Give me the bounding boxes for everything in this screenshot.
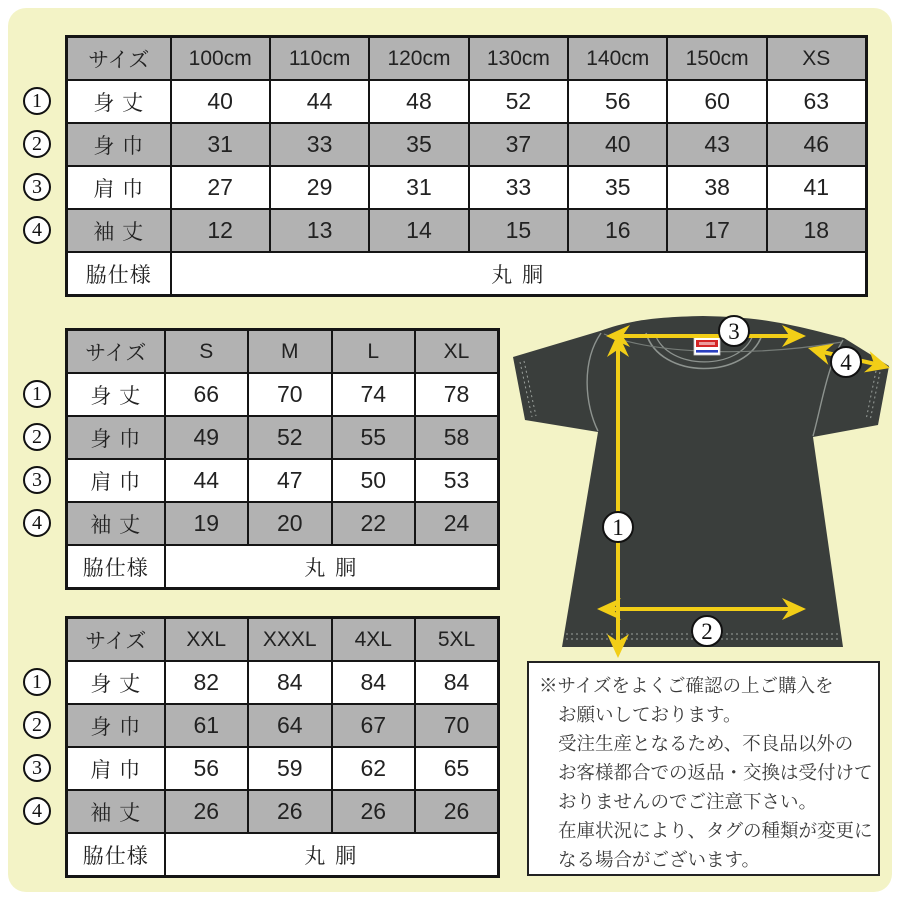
row-label-cell: 身 巾 — [67, 704, 165, 747]
value-cell: 59 — [248, 747, 332, 790]
column-header-cell: 4XL — [332, 618, 416, 662]
column-header-cell: XS — [767, 37, 866, 81]
footer-value-cell: 丸 胴 — [165, 545, 499, 589]
column-header-cell: 130cm — [469, 37, 568, 81]
svg-text:3: 3 — [728, 319, 740, 344]
row-label-cell: 袖 丈 — [67, 502, 165, 545]
value-cell: 26 — [332, 790, 416, 833]
row-number-badge: 4 — [23, 216, 51, 244]
svg-text:4: 4 — [840, 350, 852, 375]
size-header-cell: サイズ — [67, 618, 165, 662]
value-cell: 13 — [270, 209, 369, 252]
value-cell: 84 — [415, 661, 499, 704]
marker-circle-1 — [603, 512, 633, 542]
brand-tag-icon — [694, 337, 720, 355]
value-cell: 22 — [332, 502, 416, 545]
notice-line: なる場合がございます。 — [558, 849, 761, 870]
value-cell: 49 — [165, 416, 249, 459]
value-cell: 33 — [270, 123, 369, 166]
value-cell: 17 — [667, 209, 766, 252]
column-header-cell: 150cm — [667, 37, 766, 81]
value-cell: 31 — [171, 123, 270, 166]
row-number-badge: 4 — [23, 797, 51, 825]
notice-line: お客様都合での返品・交換は受付けて — [558, 762, 873, 783]
value-cell: 56 — [165, 747, 249, 790]
notice-line: 受注生産となるため、不良品以外の — [558, 733, 854, 754]
footer-label-cell: 脇仕様 — [67, 545, 165, 589]
row-number-badge: 2 — [23, 711, 51, 739]
value-cell: 19 — [165, 502, 249, 545]
value-cell: 52 — [469, 80, 568, 123]
row-number-badge: 2 — [23, 130, 51, 158]
value-cell: 20 — [248, 502, 332, 545]
svg-text:2: 2 — [701, 619, 713, 644]
svg-text:1: 1 — [612, 515, 624, 540]
column-header-cell: 140cm — [568, 37, 667, 81]
value-cell: 15 — [469, 209, 568, 252]
footer-value-cell: 丸 胴 — [171, 252, 867, 296]
row-label-cell: 肩 巾 — [67, 166, 171, 209]
value-cell: 26 — [248, 790, 332, 833]
column-header-cell: XXXL — [248, 618, 332, 662]
notice-line: お願いしております。 — [558, 704, 742, 725]
value-cell: 82 — [165, 661, 249, 704]
row-number-badge: 2 — [23, 423, 51, 451]
row-number-badge: 3 — [23, 754, 51, 782]
value-cell: 33 — [469, 166, 568, 209]
purchase-notice-box — [527, 661, 880, 876]
value-cell: 84 — [248, 661, 332, 704]
value-cell: 84 — [332, 661, 416, 704]
marker-circle-2 — [692, 616, 722, 646]
value-cell: 58 — [415, 416, 499, 459]
row-number-badge: 1 — [23, 380, 51, 408]
notice-line: 在庫状況により、タグの種類が変更に — [558, 820, 873, 841]
value-cell: 41 — [767, 166, 866, 209]
value-cell: 70 — [248, 373, 332, 416]
value-cell: 12 — [171, 209, 270, 252]
value-cell: 46 — [767, 123, 866, 166]
value-cell: 14 — [369, 209, 468, 252]
column-header-cell: 120cm — [369, 37, 468, 81]
column-header-cell: XXL — [165, 618, 249, 662]
value-cell: 67 — [332, 704, 416, 747]
size-header-cell: サイズ — [67, 37, 171, 81]
column-header-cell: 110cm — [270, 37, 369, 81]
value-cell: 35 — [568, 166, 667, 209]
value-cell: 48 — [369, 80, 468, 123]
row-label-cell: 身 丈 — [67, 373, 165, 416]
value-cell: 40 — [568, 123, 667, 166]
value-cell: 53 — [415, 459, 499, 502]
row-label-cell: 肩 巾 — [67, 459, 165, 502]
value-cell: 29 — [270, 166, 369, 209]
value-cell: 16 — [568, 209, 667, 252]
notice-line: おりませんのでご注意下さい。 — [558, 791, 818, 812]
column-header-cell: XL — [415, 330, 499, 374]
value-cell: 74 — [332, 373, 416, 416]
column-header-cell: 5XL — [415, 618, 499, 662]
value-cell: 52 — [248, 416, 332, 459]
footer-label-cell: 脇仕様 — [67, 252, 171, 296]
row-number-badge: 1 — [23, 668, 51, 696]
column-header-cell: M — [248, 330, 332, 374]
row-number-badge: 3 — [23, 173, 51, 201]
value-cell: 26 — [415, 790, 499, 833]
size-header-cell: サイズ — [67, 330, 165, 374]
value-cell: 37 — [469, 123, 568, 166]
value-cell: 26 — [165, 790, 249, 833]
row-label-cell: 肩 巾 — [67, 747, 165, 790]
notice-line: ※サイズをよくご確認の上ご購入を — [539, 675, 834, 696]
value-cell: 27 — [171, 166, 270, 209]
column-header-cell: 100cm — [171, 37, 270, 81]
row-label-cell: 身 丈 — [67, 80, 171, 123]
value-cell: 66 — [165, 373, 249, 416]
value-cell: 31 — [369, 166, 468, 209]
row-number-badge: 4 — [23, 509, 51, 537]
footer-value-cell: 丸 胴 — [165, 833, 499, 877]
value-cell: 60 — [667, 80, 766, 123]
value-cell: 44 — [270, 80, 369, 123]
row-label-cell: 身 丈 — [67, 661, 165, 704]
value-cell: 44 — [165, 459, 249, 502]
value-cell: 70 — [415, 704, 499, 747]
row-label-cell: 袖 丈 — [67, 209, 171, 252]
value-cell: 47 — [248, 459, 332, 502]
value-cell: 64 — [248, 704, 332, 747]
marker-circle-4 — [831, 347, 861, 377]
value-cell: 38 — [667, 166, 766, 209]
value-cell: 65 — [415, 747, 499, 790]
column-header-cell: L — [332, 330, 416, 374]
row-number-badge: 3 — [23, 466, 51, 494]
value-cell: 40 — [171, 80, 270, 123]
value-cell: 24 — [415, 502, 499, 545]
marker-circle-3 — [719, 316, 749, 346]
footer-label-cell: 脇仕様 — [67, 833, 165, 877]
value-cell: 50 — [332, 459, 416, 502]
value-cell: 61 — [165, 704, 249, 747]
column-header-cell: S — [165, 330, 249, 374]
value-cell: 62 — [332, 747, 416, 790]
value-cell: 78 — [415, 373, 499, 416]
value-cell: 35 — [369, 123, 468, 166]
row-number-badge: 1 — [23, 87, 51, 115]
value-cell: 63 — [767, 80, 866, 123]
value-cell: 43 — [667, 123, 766, 166]
value-cell: 18 — [767, 209, 866, 252]
row-label-cell: 袖 丈 — [67, 790, 165, 833]
row-label-cell: 身 巾 — [67, 416, 165, 459]
value-cell: 55 — [332, 416, 416, 459]
value-cell: 56 — [568, 80, 667, 123]
row-label-cell: 身 巾 — [67, 123, 171, 166]
